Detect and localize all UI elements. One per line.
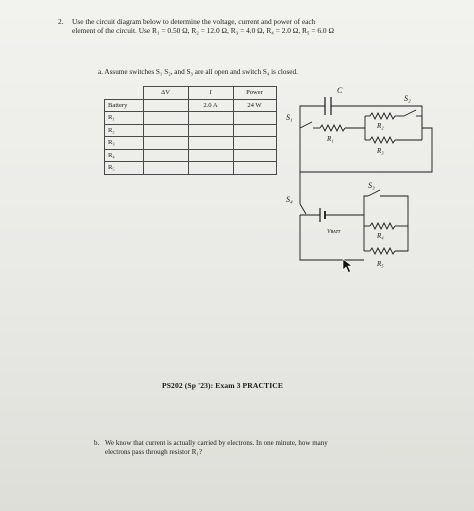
wire-top-left	[300, 106, 325, 128]
wire-s4-down	[300, 215, 364, 260]
cell-power[interactable]: 24 W	[233, 99, 276, 112]
label-c: C	[337, 86, 343, 95]
wire-r5-right	[395, 226, 408, 251]
label-r3: R₃	[377, 147, 384, 155]
table-header-power: Power	[233, 87, 276, 100]
cell-i[interactable]: 2.0 A	[188, 99, 233, 112]
row-label: Battery	[105, 99, 144, 112]
row-label: R₅	[105, 162, 144, 175]
label-s3: S₃	[368, 181, 375, 190]
table-header-i: I	[188, 87, 233, 100]
table-header-dv: ΔV	[143, 87, 188, 100]
part-a-text: Assume switches S₁ S₂, and S₃ are all open and switch S₄ is closed.	[104, 68, 298, 76]
row-label: R₂	[105, 124, 144, 137]
resistor-r3	[370, 137, 395, 143]
question-text-line1: Use the circuit diagram below to determine the voltage, current and power of each	[72, 17, 316, 26]
resistor-r4	[370, 223, 395, 229]
part-b-prompt	[94, 439, 405, 456]
part-b-label: b.	[94, 439, 100, 447]
label-r1: R₁	[327, 135, 334, 143]
label-vbatt: Vʙᴀᴛᴛ	[327, 229, 341, 235]
wire-s3-top	[364, 196, 368, 215]
row-label: R₄	[105, 149, 144, 162]
resistor-r1	[320, 125, 345, 131]
part-b-text-line2: electrons pass through resistor R₁?	[105, 447, 202, 456]
label-r5: R₅	[377, 260, 384, 268]
switch-s3	[368, 190, 380, 196]
row-label: R₁	[105, 112, 144, 125]
wire-right-down	[300, 128, 432, 172]
label-s4: S₄	[286, 195, 293, 204]
label-s1: S₁	[286, 113, 293, 122]
wire-s3-right	[380, 196, 408, 226]
row-label: R₃	[105, 137, 144, 150]
footer-title: PS202 (Sp '23): Exam 3 PRACTICE	[162, 381, 284, 390]
mouse-pointer-icon	[342, 258, 354, 274]
switch-s1	[300, 122, 312, 128]
label-r4: R₄	[377, 232, 384, 240]
question-text-line2: element of the circuit. Use R₁ = 0.50 Ω, R₂ = 12.0 Ω, R₃ = 4.0 Ω, R₄ = 2.0 Ω, R₅ = 6.0 Ω	[72, 26, 334, 35]
switch-s4	[300, 204, 306, 214]
switch-s2	[404, 110, 416, 116]
part-b-text-line1: We know that current is actually carried by electrons. In one minute, how many	[105, 439, 328, 447]
label-r2: R₂	[377, 122, 384, 130]
label-s2: S₂	[404, 94, 411, 103]
resistor-r2	[370, 113, 395, 119]
question-number: 2.	[58, 17, 64, 26]
part-a-label: a.	[98, 68, 103, 76]
resistor-r5	[370, 248, 395, 254]
